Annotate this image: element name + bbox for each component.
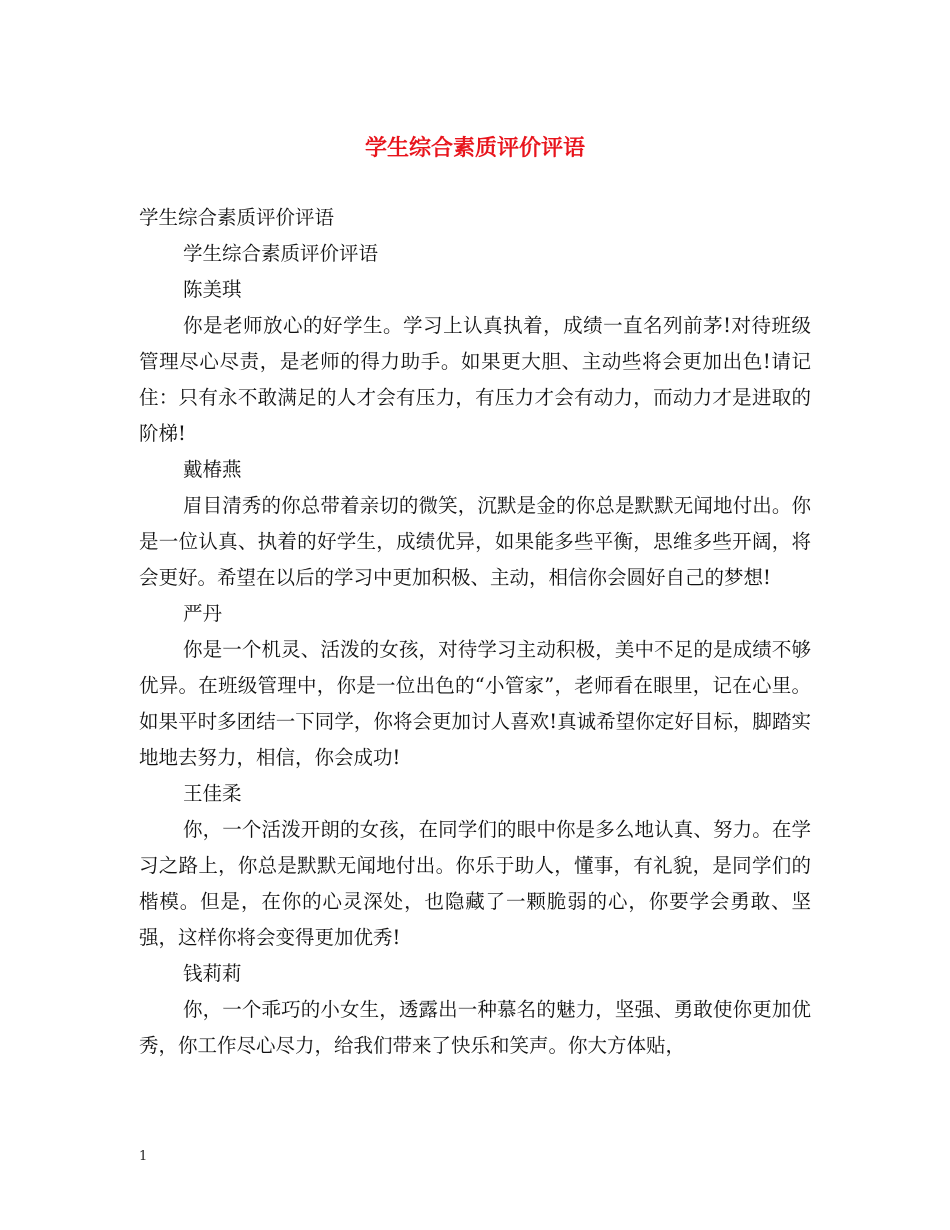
student-comment: 你，一个活泼开朗的女孩，在同学们的眼中你是多么地认真、努力。在学习之路上，你总是默默无闻地付出。你乐于助人，懂事，有礼貌，是同学们的楷模。但是，在你的心灵深处，也隐藏了一颗脆弱的心，你要学会勇敢、坚强，这样你将会变得更加优秀! (139, 818, 811, 949)
student-comment: 你是一个机灵、活泼的女孩，对待学习主动积极，美中不足的是成绩不够优异。在班级管理中，你是一位出色的“小管家”，老师看在眼里，记在心里。如果平时多团结一下同学，你将会更加讨人喜欢!真诚希望你定好目标，脚踏实地地去努力，相信，你会成功! (139, 638, 811, 769)
section-subheading: 学生综合素质评价评语 (183, 242, 379, 265)
student-comment: 眉目清秀的你总带着亲切的微笑，沉默是金的你总是默默无闻地付出。你是一位认真、执着的好学生，成绩优异，如果能多些平衡，思维多些开阔，将会更好。希望在以后的学习中更加积极、主动，相信你会圆好自己的梦想! (139, 494, 811, 589)
page-number: 1 (139, 1149, 148, 1164)
student-comment: 你是老师放心的好学生。学习上认真执着，成绩一直名列前茅!对待班级管理尽心尽责，是老师的得力助手。如果更大胆、主动些将会更加出色!请记住：只有永不敢满足的人才会有压力，有压力才会有动力，而动力才是进取的阶梯! (139, 314, 811, 445)
student-name: 王佳柔 (183, 782, 242, 805)
student-comment: 你，一个乖巧的小女生，透露出一种慕名的魅力，坚强、勇敢使你更加优秀，你工作尽心尽力，给我们带来了快乐和笑声。你大方体贴， (139, 998, 811, 1057)
document-body (139, 200, 811, 1064)
student-name: 钱莉莉 (183, 962, 242, 985)
student-name: 陈美琪 (183, 278, 242, 301)
student-name: 严丹 (183, 602, 223, 625)
section-heading: 学生综合素质评价评语 (139, 206, 335, 229)
document-title: 学生综合素质评价评语 (364, 135, 585, 161)
student-name: 戴椿燕 (183, 458, 242, 481)
